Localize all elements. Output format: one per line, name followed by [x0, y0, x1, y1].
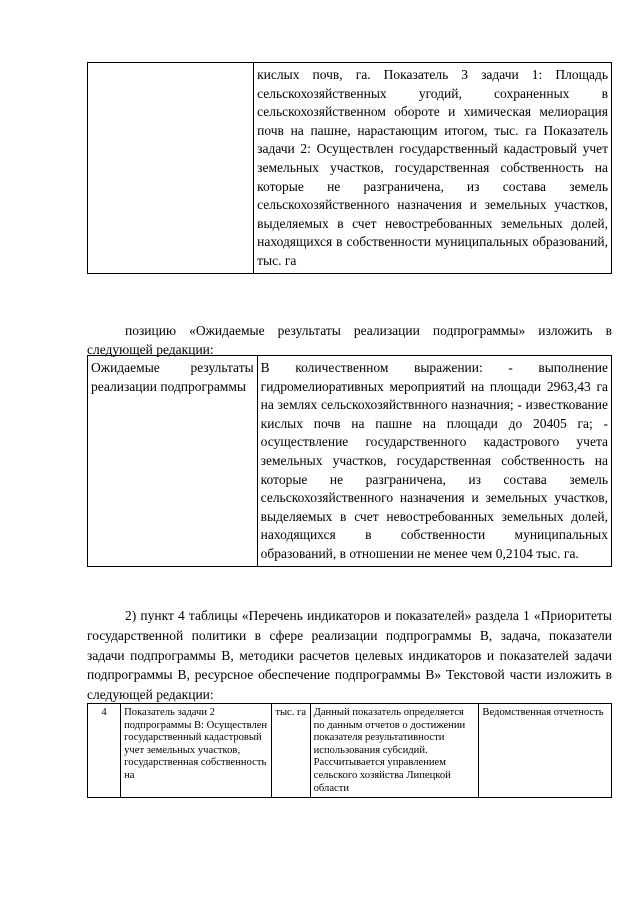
- cell-source: [479, 704, 612, 798]
- table-row: [88, 63, 612, 274]
- row-number: 4: [101, 707, 107, 718]
- indicator-name: Показатель задачи 2 подпрограммы В: Осуществлен государственный кадастровый учет земельных участков, государственная собственность на: [124, 707, 268, 781]
- unit-of-measure: тыс. га: [275, 707, 307, 718]
- paragraph-item-2: 2) пункт 4 таблицы «Перечень индикаторов и показателей» раздела 1 «Приоритеты государственной политики в сфере реализации подпрограммы В, задача, показатели задачи подпрограммы В, методики расчетов целевых индикаторов и показателей задачи подпрограммы В, ресурсное обеспечение подпрограммы В» Текстовой части изложить в следующей редакции:: [87, 608, 612, 703]
- table-cell-label: [88, 356, 258, 567]
- cell-unit: [272, 704, 310, 798]
- cell-indicator: [121, 704, 272, 798]
- indicator-definition: Данный показатель определяется по данным отчетов о достижении показателя результативности использования субсидий. Рассчитывается управлением сельского хозяйства Липецкой области: [313, 707, 466, 794]
- table-cell-indicators: [254, 63, 612, 274]
- indicators-text: кислых почв, га. Показатель 3 задачи 1: Площадь сельскохозяйственных угодий, сохраненных в сельскохозяйственном обороте и химическая мелиорация почв на пашне, нарастающим итогом, тыс. га Показатель задачи 2: Осуществлен государственный кадастровый учет земельных участков, государственная собственность на которые не разграничена, из состава земель сельскохозяйственного назначения и земельных участков, выделяемых в счет невостребованных земельных долей, находящихся в собственности муниципальных образований, тыс. га: [257, 67, 608, 268]
- paragraph-expected-results-intro: позицию «Ожидаемые результаты реализации подпрограммы» изложить в следующей редакции:: [87, 323, 612, 357]
- table-row: [88, 356, 612, 567]
- expected-results-table: [87, 355, 612, 567]
- expected-results-label: Ожидаемые результаты реализации подпрограммы: [91, 360, 254, 394]
- continuation-table: [87, 62, 612, 274]
- table-cell-empty: [88, 63, 254, 274]
- cell-number: [88, 704, 121, 798]
- indicators-list-table: [87, 703, 612, 798]
- cell-definition: [310, 704, 479, 798]
- table-cell-content: [257, 356, 611, 567]
- expected-results-text: В количественном выражении: - выполнение гидромелиоративных мероприятий на площади 2963,43 га на землях сельскохозяйствнного назначния; - известкование кислых почв на пашне на площади до 20405 га; - осуществление государственного кадастрового учета земельных участков, государственная собственность на которые не разграничена, из состава земель сельскохозяйственного назначения и земельных участков, выделяемых в счет невостребованных земельных долей, находящихся в собственности муниципальных образований, в отношении не менее чем 0,2104 тыс. га.: [260, 360, 608, 561]
- table-row: [88, 704, 612, 798]
- data-source: Ведомственная отчетность: [482, 707, 604, 718]
